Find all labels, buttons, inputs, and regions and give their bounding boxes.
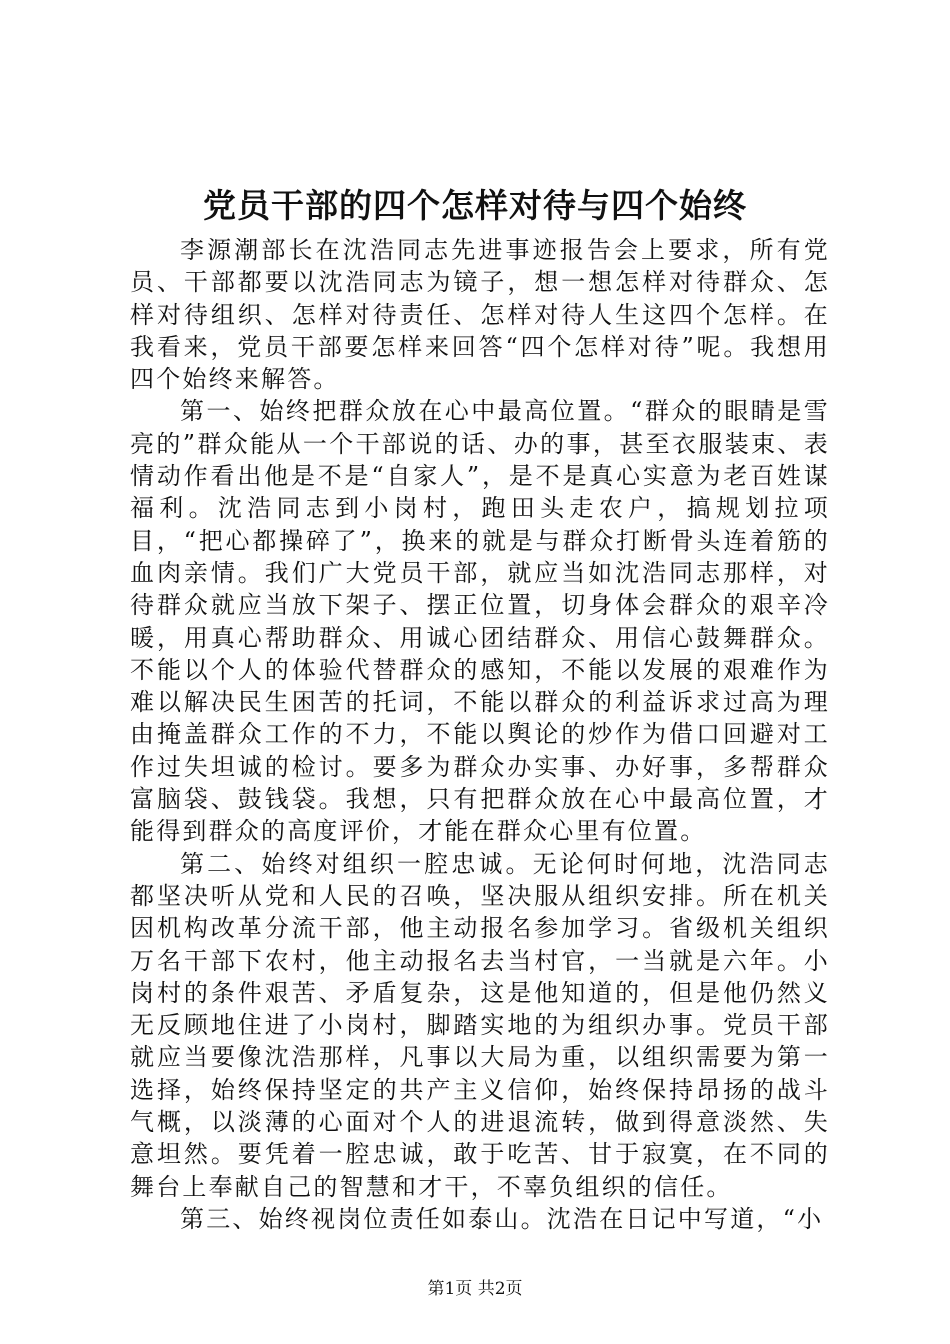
paragraph-intro: 李源潮部长在沈浩同志先进事迹报告会上要求，所有党员、干部都要以沈浩同志为镜子，想一想怎样对待群众、怎样对待组织、怎样对待责任、怎样对待人生这四个怎样。在我看来，党员干部要怎样来回答“四个怎样对待”呢。我想用四个始终来解答。 xyxy=(130,236,830,394)
document-body xyxy=(130,234,830,1235)
document-title: 党员干部的四个怎样对待与四个始终 xyxy=(203,186,747,225)
paragraph-third: 第三、始终视岗位责任如泰山。沈浩在日记中写道，“小 xyxy=(180,1204,824,1233)
paragraph-second: 第二、始终对组织一腔忠诚。无论何时何地，沈浩同志都坚决听从党和人民的召唤，坚决服从组织安排。所在机关因机构改革分流干部，他主动报名参加学习。省级机关组织万名干部下农村，他主动报名去当村官，一当就是六年。小岗村的条件艰苦、矛盾复杂，这是他知道的，但是他仍然义无反顾地住进了小岗村，脚踏实地的为组织办事。党员干部就应当要像沈浩那样，凡事以大局为重，以组织需要为第一选择，始终保持坚定的共产主义信仰，始终保持昂扬的战斗气概，以淡薄的心面对个人的进退流转，做到得意淡然、失意坦然。要凭着一腔忠诚，敢于吃苦、甘于寂寞，在不同的舞台上奉献自己的智慧和才干，不辜负组织的信任。 xyxy=(130,849,830,1201)
page-footer: 第1页 共2页 xyxy=(427,1279,523,1299)
paragraph-first: 第一、始终把群众放在心中最高位置。“群众的眼睛是雪亮的”群众能从一个干部说的话、办的事，甚至衣服装束、表情动作看出他是不是“自家人”，是不是真心实意为老百姓谋福利。沈浩同志到小岗村，跑田头走农户，搞规划拉项目，“把心都操碎了”，换来的就是与群众打断骨头连着筋的血肉亲情。我们广大党员干部，就应当如沈浩同志那样，对待群众就应当放下架子、摆正位置，切身体会群众的艰辛冷暖，用真心帮助群众、用诚心团结群众、用信心鼓舞群众。不能以个人的体验代替群众的感知，不能以发展的艰难作为难以解决民生困苦的托词，不能以群众的利益诉求过高为理由掩盖群众工作的不力，不能以舆论的炒作为借口回避对工作过失坦诚的检讨。要多为群众办实事、办好事，多帮群众富脑袋、鼓钱袋。我想，只有把群众放在心中最高位置，才能得到群众的高度评价，才能在群众心里有位置。 xyxy=(130,397,830,846)
